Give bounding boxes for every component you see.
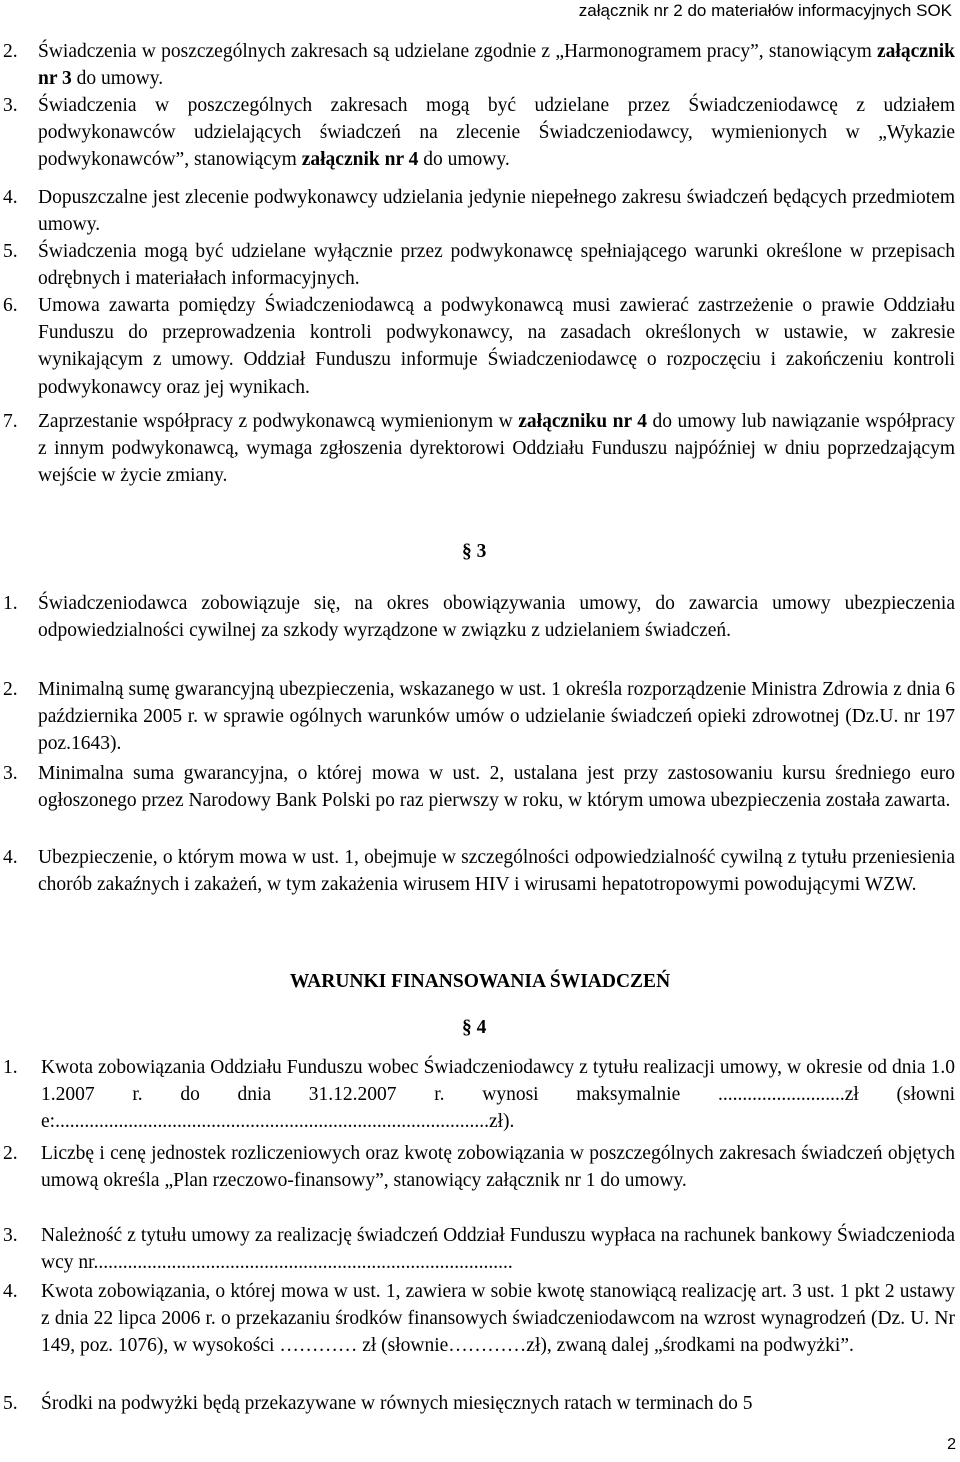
item-text: Środki na podwyżki będą przekazywane w równych miesięcznych ratach w terminach do 5 xyxy=(41,1393,753,1414)
item-number: 2. xyxy=(3,41,18,62)
item-number: 2. xyxy=(3,1143,18,1164)
list-item-s4-4 xyxy=(3,1278,955,1360)
item-text: Należność z tytułu umowy za realizację świadczeń Oddział Funduszu wypłaca na rachunek bankowy Świadczeniodawcy nr...................................................................................... xyxy=(41,1225,955,1274)
item-number: 5. xyxy=(3,1393,18,1414)
list-item-s3-3 xyxy=(3,760,955,814)
section-3-title: § 3 xyxy=(462,541,487,562)
item-text: Świadczeniodawca zobowiązuje się, na okres obowiązywania umowy, do zawarcia umowy ubezpieczenia odpowiedzialności cywilnej za szkody wyrządzone w związku z udzielaniem świadczeń. xyxy=(38,593,955,642)
item-text: Świadczenia mogą być udzielane wyłącznie przez podwykonawcę spełniającego warunki określone w przepisach odrębnych i materiałach informacyjnych. xyxy=(38,241,955,290)
item-text: Liczbę i cenę jednostek rozliczeniowych oraz kwotę zobowiązania w poszczególnych zakresach świadczeń objętych umową określa „Plan rzeczowo-finansowy”, stanowiący załącznik nr 1 do umowy. xyxy=(41,1143,955,1192)
item-number: 5. xyxy=(3,241,18,262)
list-item-s4-2 xyxy=(3,1140,955,1194)
item-text: Minimalna suma gwarancyjna, o której mowa w ust. 2, ustalana jest przy zastosowaniu kursu średniego euro ogłoszonego przez Narodowy Bank Polski po raz pierwszy w roku, w którym umowa ubezpieczenia została zawarta. xyxy=(38,763,955,812)
item-number: 3. xyxy=(3,95,18,116)
item-number: 7. xyxy=(3,411,18,432)
item-text: Minimalną sumę gwarancyjną ubezpieczenia, wskazanego w ust. 1 określa rozporządzenie Ministra Zdrowia z dnia 6 października 2005 r. w sprawie ogólnych warunków umów o udzielanie świadczeń opieki zdrowotnej (Dz.U. nr 197 poz.1643). xyxy=(38,679,955,755)
list-item-s2-3 xyxy=(3,92,955,174)
item-text: Świadczenia w poszczególnych zakresach mogą być udzielane przez Świadczeniodawcę z udziałem podwykonawców udzielających świadczeń na zlecenie Świadczeniodawcy, wymienionych w „Wykazie podwykonawców”, stanowiącym załącznik nr 4 do umowy. xyxy=(38,95,955,171)
item-text: Umowa zawarta pomiędzy Świadczeniodawcą a podwykonawcą musi zawierać zastrzeżenie o prawie Oddziału Funduszu do przeprowadzenia kontroli podwykonawcy, na zasadach określonych w ustawie, w zakresie wynikającym z umowy. Oddział Funduszu informuje Świadczeniodawcę o rozpoczęciu i zakończeniu kontroli podwykonawcy oraz jej wynikach. xyxy=(38,295,955,398)
list-item-s2-6 xyxy=(3,292,955,401)
list-item-s3-2 xyxy=(3,676,955,758)
item-number: 4. xyxy=(3,847,18,868)
list-item-s3-1 xyxy=(3,590,955,644)
item-number: 1. xyxy=(3,593,18,614)
item-number: 2. xyxy=(3,679,18,700)
item-text: Kwota zobowiązania, o której mowa w ust. 1, zawiera w sobie kwotę stanowiącą realizację art. 3 ust. 1 pkt 2 ustawy z dnia 22 lipca 2006 r. o przekazaniu środków finansowych świadczeniodawcom na wzrost wynagrodzeń (Dz. U. Nr 149, poz. 1076), w wysokości ………… zł (słownie…………zł), zwaną dalej „środkami na podwyżki”. xyxy=(41,1281,955,1357)
item-number: 1. xyxy=(3,1057,18,1078)
item-text: Świadczenia w poszczególnych zakresach są udzielane zgodnie z „Harmonogramem pracy”, stanowiącym załącznik nr 3 do umowy. xyxy=(38,41,955,90)
item-text: Ubezpieczenie, o którym mowa w ust. 1, obejmuje w szczególności odpowiedzialność cywilną z tytułu przeniesienia chorób zakaźnych i zakażeń, w tym zakażenia wirusem HIV i wirusami hepatotropowymi powodującymi WZW. xyxy=(38,847,955,896)
list-item-s2-7 xyxy=(3,408,955,490)
item-number: 4. xyxy=(3,187,18,208)
list-item-s4-5 xyxy=(3,1390,955,1417)
list-item-s4-3 xyxy=(3,1222,955,1276)
item-number: 4. xyxy=(3,1281,18,1302)
list-item-s3-4 xyxy=(3,844,955,898)
item-text: Dopuszczalne jest zlecenie podwykonawcy udzielania jedynie niepełnego zakresu świadczeń będących przedmiotem umowy. xyxy=(38,187,955,236)
item-number: 3. xyxy=(3,1225,18,1246)
page-number: 2 xyxy=(947,1436,956,1453)
item-number: 6. xyxy=(3,295,18,316)
page-header: załącznik nr 2 do materiałów informacyjnych SOK xyxy=(578,1,952,20)
item-number: 3. xyxy=(3,763,18,784)
section-4-title: § 4 xyxy=(462,1017,487,1038)
item-text: Zaprzestanie współpracy z podwykonawcą wymienionym w załączniku nr 4 do umowy lub nawiązanie współpracy z innym podwykonawcą, wymaga zgłoszenia dyrektorowi Oddziału Funduszu najpóźniej w dniu poprzedzającym wejście w życie zmiany. xyxy=(38,411,955,487)
list-item-s2-4 xyxy=(3,184,955,238)
list-item-s4-1 xyxy=(3,1054,955,1136)
list-item-s2-2 xyxy=(3,38,955,92)
item-text: Kwota zobowiązania Oddziału Funduszu wobec Świadczeniodawcy z tytułu realizacji umowy, w okresie od dnia 1.01.2007 r. do dnia 31.12.2007 r. wynosi maksymalnie ..........................zł (słownie:.........................................................................................zł). xyxy=(41,1057,955,1133)
list-item-s2-5 xyxy=(3,238,955,292)
financing-heading: WARUNKI FINANSOWANIA ŚWIADCZEŃ xyxy=(289,971,671,992)
